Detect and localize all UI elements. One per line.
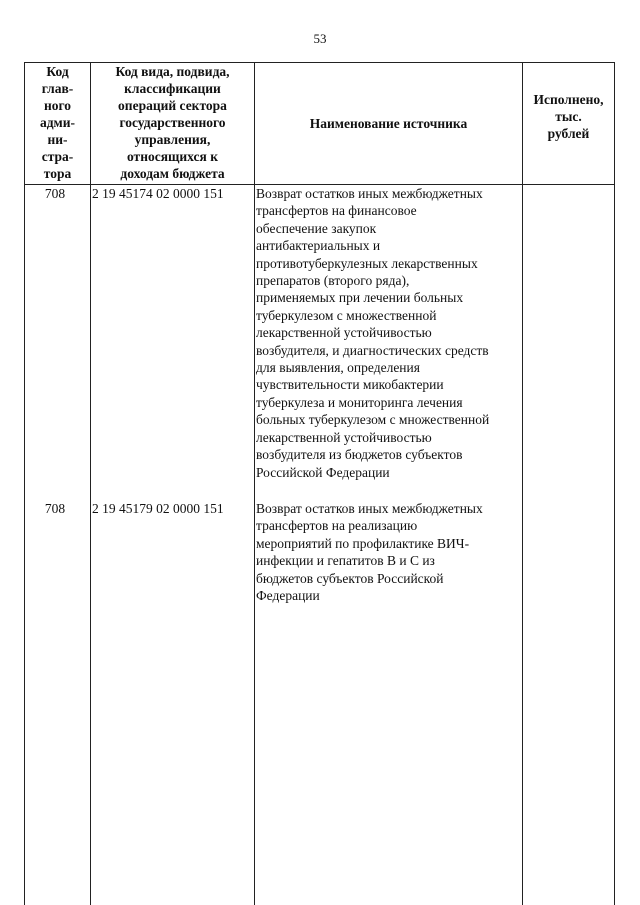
header-admin-code-line: тора: [43, 166, 72, 181]
source-name-line: для выявления, определения: [256, 360, 420, 376]
source-name-line: трансфертов на реализацию: [256, 518, 418, 534]
header-source-name: [255, 63, 522, 183]
row-1-admin-code: 708: [44, 186, 66, 201]
row-2-source-name: [256, 500, 526, 604]
header-classification-line: относящихся к: [126, 149, 218, 164]
source-name-line: препаратов (второго ряда),: [256, 273, 410, 289]
source-name-line: чувствительности микобактерии: [256, 377, 444, 393]
source-name-line: обеспечение закупок: [256, 220, 377, 236]
header-classification-line: Код вида, подвида,: [115, 64, 230, 79]
header-admin-code-line: глав-: [41, 81, 74, 96]
header-admin-code-line: стра-: [41, 149, 74, 164]
source-name-line: инфекции и гепатитов В и С из: [256, 553, 435, 569]
header-executed: [523, 56, 614, 176]
header-executed-line: Исполнено,: [533, 91, 604, 107]
source-name-line: бюджетов субъектов Российской: [256, 570, 444, 586]
source-name-line: возбудителя, и диагностических средств: [256, 342, 489, 358]
header-admin-code-line: Код: [46, 64, 69, 79]
source-name-line: лекарственной устойчивостью: [256, 325, 432, 341]
source-name-line: возбудителя из бюджетов субъектов: [256, 447, 463, 463]
source-name-line: применяемых при лечении больных: [256, 290, 464, 306]
header-source-name-line: Наименование источника: [309, 115, 468, 131]
source-name-line: больных туберкулезом с множественной: [256, 412, 490, 428]
page-number: 53: [313, 31, 327, 46]
source-name-line: Возврат остатков иных межбюджетных: [256, 186, 483, 201]
row-1-source-name: [256, 185, 526, 481]
table-border-right: [614, 62, 615, 905]
row-1-classification-code: 2 19 45174 02 0000 151: [92, 186, 224, 201]
header-admin-code-line: ного: [43, 98, 72, 113]
source-name-line: противотуберкулезных лекарственных: [256, 255, 478, 271]
column-divider-2: [254, 62, 255, 905]
source-name-line: Российской Федерации: [256, 464, 390, 480]
row-2-admin-code: 708: [44, 501, 66, 516]
header-admin-code-line: ни-: [47, 132, 68, 147]
source-name-line: Возврат остатков иных межбюджетных: [256, 501, 483, 516]
source-name-line: туберкулеза и мониторинга лечения: [256, 394, 463, 410]
header-classification-line: управления,: [134, 132, 211, 147]
header-classification-line: государственного: [119, 115, 226, 130]
source-name-line: туберкулезом с множественной: [256, 307, 437, 323]
header-classification-line: классификации: [124, 81, 221, 96]
source-name-line: мероприятий по профилактике ВИЧ-: [256, 535, 470, 551]
source-name-line: лекарственной устойчивостью: [256, 429, 432, 445]
revenue-sources-table: [24, 62, 615, 905]
row-2-classification-code: 2 19 45179 02 0000 151: [92, 501, 224, 516]
source-name-line: Федерации: [256, 588, 320, 604]
header-admin-code-line: адми-: [39, 115, 76, 130]
column-divider-1: [90, 62, 91, 905]
header-classification-line: операций сектора: [118, 98, 227, 113]
header-executed-line: тыс.: [555, 108, 582, 124]
source-name-line: антибактериальных и: [256, 238, 381, 254]
header-executed-line: рублей: [547, 125, 590, 141]
source-name-line: трансфертов на финансовое: [256, 203, 417, 219]
header-classification-code: [91, 63, 254, 183]
header-admin-code: [25, 63, 90, 183]
header-classification-line: доходам бюджета: [120, 166, 225, 181]
